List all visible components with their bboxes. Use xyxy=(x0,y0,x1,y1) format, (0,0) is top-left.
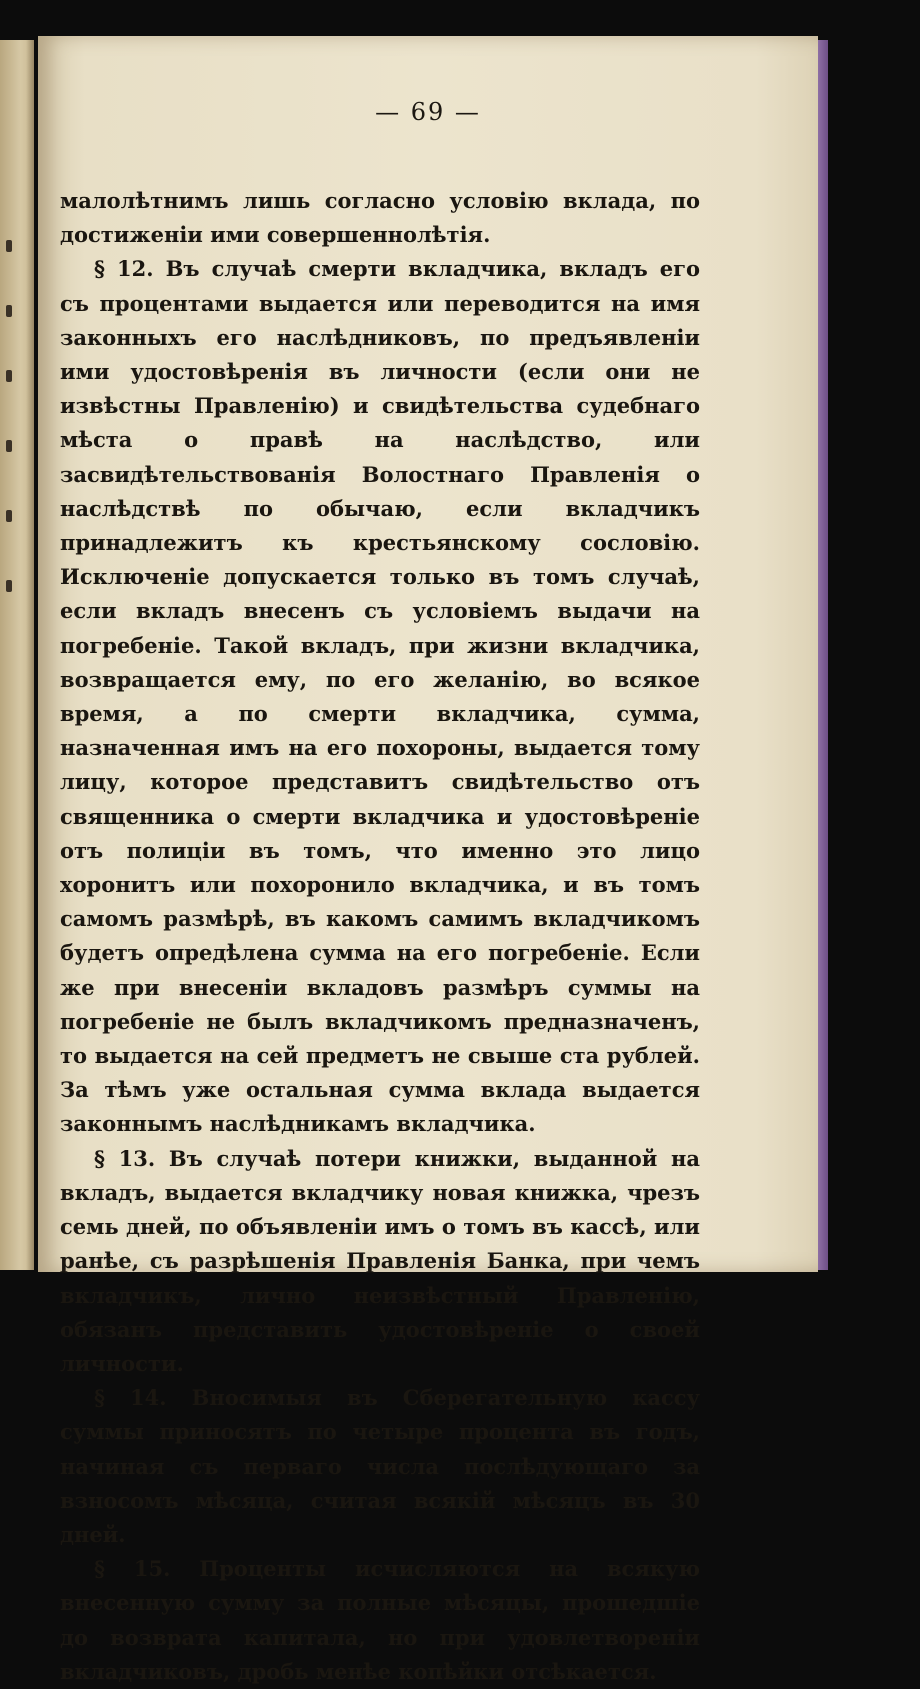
left-page-text-fragment xyxy=(6,370,12,382)
paragraph-section-12: § 12. Въ случаѣ смерти вкладчика, вкладъ его съ процентами выдается или переводится на имя законныхъ его наслѣдниковъ, по предъявленіи ими удостовѣренія въ личности (если они не извѣстны Правленію) и свидѣтельства судебнаго мѣста о правѣ на наслѣдство, или засвидѣтельствованія Волостнаго Правленія о наслѣдствѣ по обычаю, если вкладчикъ принадлежитъ къ крестьянскому сословію. Исключеніе допускается только въ томъ случаѣ, если вкладъ внесенъ съ условіемъ выдачи на погребеніе. Такой вкладъ, при жизни вкладчика, возвращается ему, по его желанію, во всякое время, а по смерти вкладчика, сумма, назначенная имъ на его похороны, выдается тому лицу, которое представитъ свидѣтельство отъ священника о смерти вкладчика и удостовѣреніе отъ полиціи въ томъ, что именно это лицо хоронитъ или похоронило вкладчика, и въ томъ самомъ размѣрѣ, въ какомъ самимъ вкладчикомъ будетъ опредѣлена сумма на его погребеніе. Если же при внесеніи вкладовъ размѣръ суммы на погребеніе не былъ вкладчикомъ предназначенъ, то выдается на сей предметъ не свыше ста рублей. За тѣмъ уже остальная сумма вклада выдается законнымъ наслѣдникамъ вкладчика. xyxy=(60,256,700,1137)
paragraph-continuation: малолѣтнимъ лишь согласно условію вклада, по достиженіи ими совершеннолѣтія. xyxy=(60,188,700,248)
left-page-text-fragment xyxy=(6,510,12,522)
left-page-text-fragment xyxy=(6,305,12,317)
book-page xyxy=(38,36,818,1684)
left-page-text-fragment xyxy=(6,440,12,452)
page-number: — 69 — xyxy=(375,98,481,126)
left-page-edge xyxy=(0,40,34,1270)
paragraph-section-14: § 14. Вносимыя въ Сберегательную кассу суммы приносятъ по четыре процента въ годъ, начиная съ перваго числа послѣдующаго за взносомъ мѣсяца, считая всякій мѣсяцъ въ 30 дней. xyxy=(60,1385,700,1547)
paragraph-section-15: § 15. Проценты исчисляются на всякую внесенную сумму за полные мѣсяцы, прошедшіе до возврата капитала, но при удовлетвореніи вкладчиковъ, дробь менѣе копѣйки отсѣкается. xyxy=(60,1556,700,1684)
left-page-text-fragment xyxy=(6,240,12,252)
left-page-text-fragment xyxy=(6,580,12,592)
page-body-text xyxy=(60,184,700,1689)
purple-page-edge xyxy=(818,40,828,1270)
book-gutter-shadow xyxy=(26,40,34,1270)
paragraph-section-13: § 13. Въ случаѣ потери книжки, выданной на вкладъ, выдается вкладчику новая книжка, чрезъ семь дней, по объявленіи имъ о томъ въ кассѣ, или ранѣе, съ разрѣшенія Правленія Банка, при чемъ вкладчикъ, лично неизвѣстный Правленію, обязанъ представить удостовѣреніе о своей личности. xyxy=(60,1145,700,1376)
